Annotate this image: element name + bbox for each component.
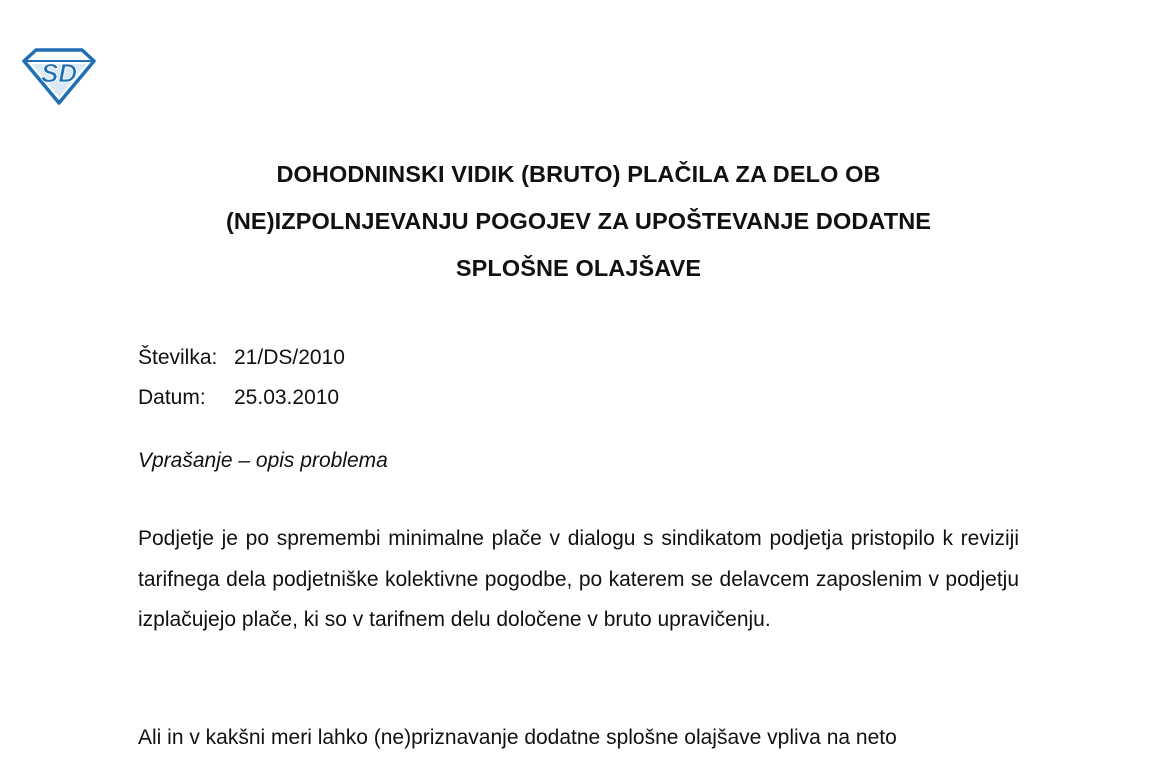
document-title <box>120 151 1037 292</box>
sd-logo-icon <box>22 47 96 105</box>
document-meta <box>138 338 345 418</box>
question-heading: Vprašanje – opis problema <box>138 449 388 472</box>
title-line: DOHODNINSKI VIDIK (BRUTO) PLAČILA ZA DELO OB <box>276 161 881 187</box>
date-row <box>138 378 345 418</box>
date-value: 25.03.2010 <box>234 386 340 409</box>
date-label: Datum: <box>138 386 206 409</box>
body-paragraph: Ali in v kakšni meri lahko (ne)priznavanje dodatne splošne olajšave vpliva na neto <box>138 726 897 749</box>
logo-text: SD <box>40 58 78 88</box>
title-line: SPLOŠNE OLAJŠAVE <box>455 255 702 281</box>
logo <box>22 47 96 105</box>
number-value: 21/DS/2010 <box>234 346 345 369</box>
number-label: Številka: <box>138 346 218 369</box>
number-row <box>138 338 345 378</box>
body-paragraph: Podjetje je po spremembi minimalne plače v dialogu s sindikatom podjetja pristopilo k reviziji tarifnega dela podjetniške kolektivne pogodbe, po katerem se delavcem zaposlenim v podjetju izplačujejo plače, ki so v tarifnem delu določene v bruto upravičenju. <box>138 527 1019 631</box>
title-line: (NE)IZPOLNJEVANJU POGOJEV ZA UPOŠTEVANJE DODATNE <box>225 208 932 234</box>
